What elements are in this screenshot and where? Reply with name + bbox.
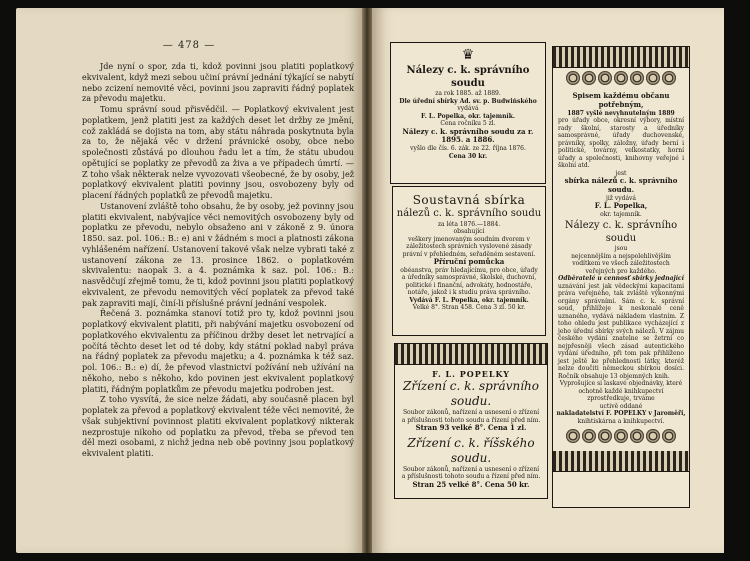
ad-line: za léta 1876.—1884. xyxy=(437,220,501,228)
ad-line: Velké 8°. Stran 458. Cena 3 zl. 50 kr. xyxy=(412,304,526,312)
ad-line: Soubor zákonů, nařízení a usnesení o zřízení a příslušnosti tohoto soudu a řízení před ním. xyxy=(401,409,541,424)
ad-line: Vyprošujíce si laskavé objednávky, které ochotně každé knihkupectví zprostředkuje, trváme xyxy=(559,380,683,403)
medal-icon xyxy=(582,429,596,443)
ad-line: jsou xyxy=(614,245,628,253)
ad-line: vydává xyxy=(457,105,479,112)
medal-row xyxy=(553,68,689,92)
ad-line: uznávání jest jak vědeckými kapacitami práva veřejného, tak zvláště výkonnými orgány správními. Sám c. k. správní soud, přihlížeje k neskonalé ceně uznaného, vydává nákladem vlastním. Z toho ohledu jest publikace vycházející z jeho úřední sbírky svých nálezů. V zájmu českého vydání znatelne se žetrní co nejpřesněji všech zásad autentického vydání úředního, při tom pak přihlíženo jest ještě ke přehlednosti látky, kteréž nelze doučiti německou sbírkou dosíci. Ročník obsahuje 13 objemných knih. xyxy=(558,282,684,380)
ad-line: Dle úřední sbírky Ad. sv. p. Budwińského xyxy=(399,97,537,105)
paragraph: Z toho vysvítá, že sice nelze žádati, aby současně placen byl poplatek za převod a poplatkový ekvivalent téže věci nemovité, že však subjektivní povinnost platiti ekvivalent poplatkový nikterak nezprostuje nikoho od poplatku za převod, třeba se převod ten děl mezi osobami, z nichž jedna neb obě povinny jsou poplatkový ekvivalent platiti. xyxy=(82,394,354,458)
ad-line: za rok 1885. až 1889. xyxy=(435,90,501,97)
medal-icon xyxy=(646,71,660,85)
ad-line: nakladatelství F. POPELKY v Jaroměři, xyxy=(556,410,686,418)
ad-line: F. L. Popelka, okr. tajemník. xyxy=(421,112,515,120)
medal-icon xyxy=(614,429,628,443)
ad-title: Zřízení c. k. říšského soudu. xyxy=(407,435,535,465)
ad-title: Nálezy c. k. správního soudu xyxy=(406,65,530,89)
ad-line: již vydává xyxy=(605,194,636,202)
medal-icon xyxy=(582,71,596,85)
medal-icon xyxy=(646,429,660,443)
left-page-text xyxy=(82,61,354,459)
ad-nalezy-1885 xyxy=(390,42,546,184)
ad-zrizeni-soudu xyxy=(394,343,548,499)
ad-title: sbírka nálezů c. k. správního soudu. xyxy=(564,176,678,194)
paragraph: Řečená 3. poznámka stanoví totiž pro ty, kdož povinni jsou poplatkový ekvivalent platiti, při nabývání majetku osvobození od poplatkového ekvivalentu za příčinou držby deset let netrvající a počítá těchto deset let od té doby, kdy státní poklad nabyl práva na řádný poplatek za převodu majetku; a 4. poznámka k též saz. pol. 106.: B.: e) dí, že převod vlastnictví požívání neb užívání na někoho, nebo s někoho, kdo povinen jest ekvivalent poplatkový platiti, řádným poplatkům ze převodu majetku podroben jest. xyxy=(82,308,354,394)
ornamental-band xyxy=(553,47,689,68)
medal-icon xyxy=(662,71,676,85)
ad-line: 1887 vyšlé nevyhnutelným 1889 xyxy=(567,109,675,117)
ad-line: pro úřady obce, okresní výbory, místní rady školní, starosty a úředníky samosprávné, úřady duchovenské, právníky, spolky, záložny, úřady berní i politické, továrny, velkostatky, horní úřady a společnosti, knihovny veřejné i školní atd. xyxy=(558,117,684,169)
ad-line: Cena 30 kr. xyxy=(448,152,488,160)
ad-line: veškery jmenovaným soudním dvorem v záležitostech správních vyslovené zásady právní v přehledném, seřaděném sestavení. xyxy=(402,235,536,258)
ad-line: uctivě oddané xyxy=(599,402,643,410)
ad-title: Nálezy c. k. správního soudu xyxy=(564,220,678,244)
ad-line: Vydává F. L. Popelka, okr. tajemník. xyxy=(409,296,529,304)
ad-title: nálezů c. k. správního soudu xyxy=(396,208,542,219)
paragraph: Ustanovení zvláště toho obsahu, že by osoby, jež povinny jsou platiti ekvivalent, nabývajíce věci nemovitých osvobozeny byly od poplatku ze převodu, nebylo obsaženo ani v zákoně z 9. února 1850. saz. pol. 106.: B.: e) ani v žádném s moci a platnosti zákona vyhlášeném nařízení. Ustanovení takové však nelze vybrati také z ustanovení zákona ze 13. prosince 1862. o poplatkovém skvivalentu: naopak 3. a 4. poznámka k saz. pol. 106.: B.: nasvědčují zřejmě tomu, že ti, kdož povinni jsou platiti poplatkový ekvivalent, ze převodu nemovitých věcí poplatek za převod také pak zapraviti mají, činí-li příslušné právní jednání vespolek. xyxy=(82,200,354,308)
ad-author: F. L. POPELKY xyxy=(432,369,510,379)
book-gutter xyxy=(362,8,372,553)
medal-icon xyxy=(566,429,580,443)
medal-icon xyxy=(566,71,580,85)
medal-icon xyxy=(598,71,612,85)
left-page xyxy=(16,8,362,553)
paragraph: Jde nyní o spor, zda ti, kdož povinni jsou platiti poplatkový ekvivalent, když mezi sebou učiní právní jednání týkající se nabytí nebo zcizení nemovité věci, povinni jsou zapraviti řádný poplatek za převodu majetku. xyxy=(82,61,354,104)
ad-line: Spisem každému občanu potřebným, xyxy=(572,91,670,109)
ad-line: F. L. Popelka, xyxy=(594,201,648,210)
paragraph: Tomu správní soud přisvědčil. — Poplatkový ekvivalent jest poplatkem, jenž platiti jest za každých deset let držby ze jmění, což zakládá se dojista na tom, aby státu náhrada poskytnuta byla za to, že nějaká věc v držení právnické osoby, obce nebo společnosti zůstává po dlouhou řadu let a tím, že státu ubudou opětující se poplatky ze převodů za živa a ve případech úmrtí. — Z toho však některak nelze vyvozovati všeobecné, že by osoby, jež poplatkový ekvivalent platiti povinny jsou, osvobozeny byly od placení řádných poplatků ze převodů majetku. xyxy=(82,104,354,200)
medal-icon xyxy=(630,71,644,85)
ad-line: obéanstva, práv hledajícímu, pro obce, úřady a úředníky samosprávné, školské, duchovní, politické i finanční, advokáty, hodnostáře, notáře, jakož i k studiu práva správního. xyxy=(400,266,538,297)
medal-icon xyxy=(598,429,612,443)
ornamental-band xyxy=(395,344,547,365)
ad-line: jest xyxy=(615,169,627,177)
ad-line: Stran 25 velké 8°. Cena 50 kr. xyxy=(412,479,530,489)
ad-sbirka-nalezu xyxy=(552,46,690,508)
page-number: — 478 — xyxy=(162,40,216,51)
ad-line: knihtiskárna a knihkupectví. xyxy=(577,417,665,425)
eagle-emblem-icon: ♛ xyxy=(461,47,475,63)
medal-icon xyxy=(662,429,676,443)
medal-icon xyxy=(630,429,644,443)
ad-line: okr. tajemník. xyxy=(600,210,642,218)
ad-line: Soubor zákonů, nařízení a usnesení o zřízení a příslušnosti tohoto soudu a řízení před ním. xyxy=(401,465,541,481)
ad-line: Cena ročníku 5 zl. xyxy=(440,120,496,127)
ad-title: Soustavná sbírka xyxy=(412,193,526,207)
ad-soustavna-sbirka xyxy=(392,186,546,336)
ornamental-band xyxy=(553,451,689,472)
ad-line: nejcennějším a nejspolehlivějším vodítkem ve všech záležitostech veřejných pro každého. xyxy=(571,252,671,275)
ad-line: obsahující xyxy=(453,228,485,235)
ad-title: Nálezy c. k. správního soudu za r. 1895. a 1886. xyxy=(402,126,534,145)
medal-row xyxy=(553,425,689,451)
ad-line: Příruční pomůcka xyxy=(433,257,505,266)
medal-icon xyxy=(614,71,628,85)
ad-line: Odběratelé u cennosť sbírky jednající xyxy=(558,275,684,283)
ad-title: Zřízení c. k. správního soudu. xyxy=(403,379,539,408)
right-page-advertisements xyxy=(372,8,724,553)
ad-line: vyšlo dle čís. 6. zák. ze 22. října 1876. xyxy=(410,145,526,152)
ad-line: Stran 93 velké 8°. Cena 1 zl. xyxy=(415,423,527,432)
